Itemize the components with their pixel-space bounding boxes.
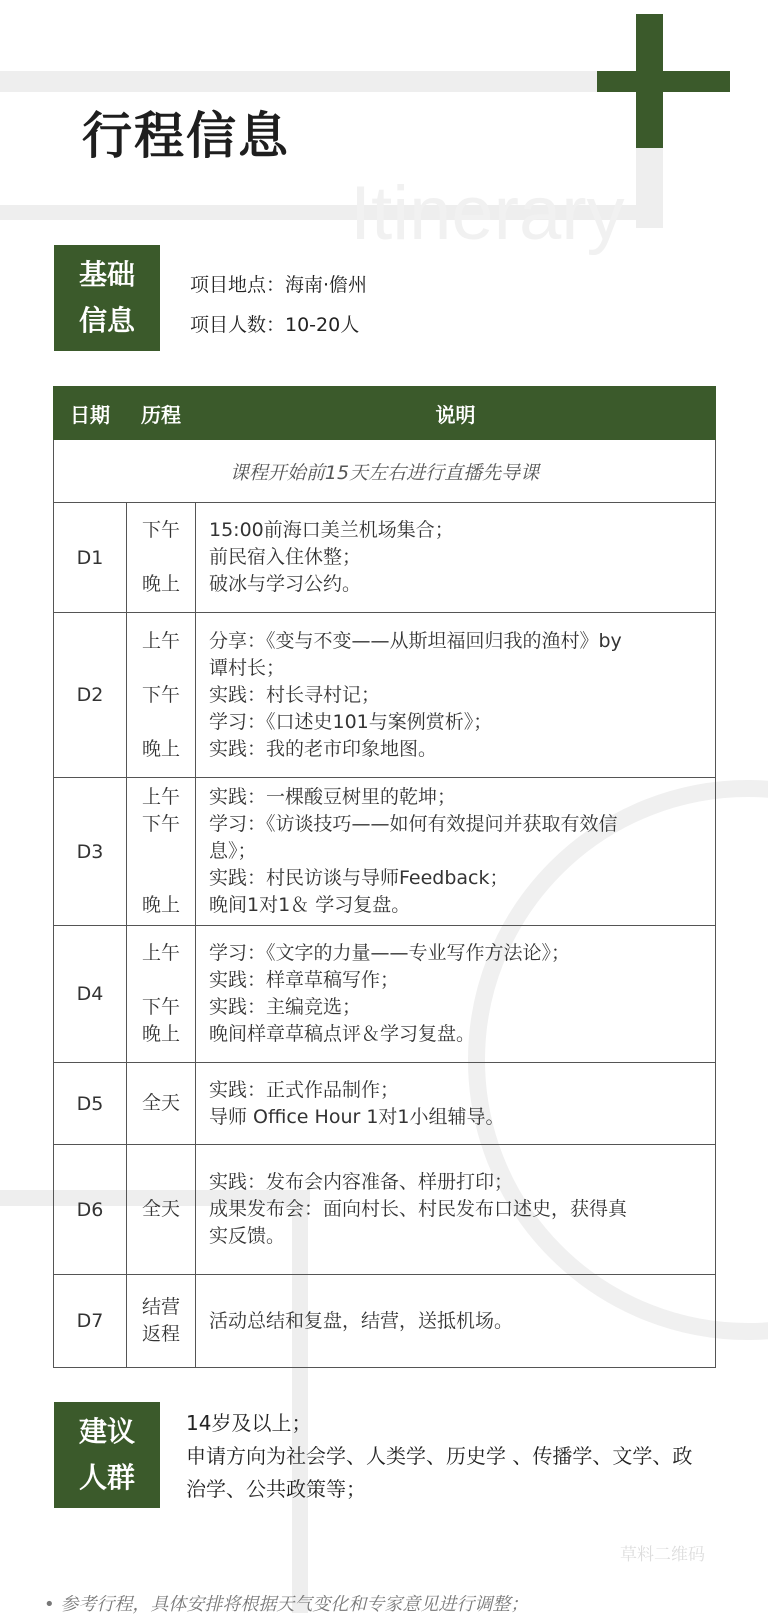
desc-line: 学习：《访谈技巧——如何有效提问并获取有效信 xyxy=(209,813,618,835)
desc-line: 晚间样章草稿点评＆学习复盘。 xyxy=(209,1023,476,1045)
project-size: 项目人数：10-20人 xyxy=(190,314,360,336)
period-d3 xyxy=(127,778,196,926)
header-period: 历程 xyxy=(127,387,196,440)
plus-icon-horizontal xyxy=(597,71,730,92)
period-d1 xyxy=(127,503,196,613)
table-row-d3 xyxy=(54,778,716,926)
desc-line: 实践：村长寻村记； xyxy=(209,683,381,706)
table-row-note xyxy=(54,440,716,503)
period-label: 下午 xyxy=(141,996,180,1018)
basic-info-badge xyxy=(54,245,160,351)
desc-line: 实践：样章草稿写作； xyxy=(209,969,400,991)
table-row-d5 xyxy=(54,1063,716,1145)
desc-d3 xyxy=(196,778,716,926)
desc-line: 分享：《变与不变——从斯坦福回归我的渔村》by xyxy=(209,629,622,652)
period-label: 晚上 xyxy=(141,1023,180,1045)
period-d5 xyxy=(127,1063,196,1145)
audience-badge xyxy=(54,1402,160,1508)
audience-text xyxy=(186,1407,706,1506)
desc-line: 学习：《口述史101与案例赏析》； xyxy=(209,710,493,733)
period-label: 上午 xyxy=(141,786,180,808)
desc-line: 成果发布会：面向村长、村民发布口述史，获得真 xyxy=(209,1198,628,1220)
table-row-d2 xyxy=(54,613,716,778)
desc-line: 15:00前海口美兰机场集合； xyxy=(209,519,454,541)
desc-d2 xyxy=(196,613,716,778)
period-d4 xyxy=(127,926,196,1063)
period-label: 晚上 xyxy=(141,894,180,916)
period-label: 晚上 xyxy=(141,737,180,760)
table-row-d1 xyxy=(54,503,716,613)
desc-d5 xyxy=(196,1063,716,1145)
day-d4: D4 xyxy=(54,926,127,1063)
period-d2 xyxy=(127,613,196,778)
desc-d4 xyxy=(196,926,716,1063)
period-label: 全天 xyxy=(141,1198,180,1220)
period-label: 下午 xyxy=(141,519,180,541)
desc-d7 xyxy=(196,1275,716,1368)
footnote-text: 参考行程，具体安排将根据天气变化和专家意见进行调整； xyxy=(60,1594,529,1615)
desc-line: 导师 Office Hour 1对1小组辅导。 xyxy=(209,1105,505,1128)
day-d2: D2 xyxy=(54,613,127,778)
day-d3: D3 xyxy=(54,778,127,926)
period-d6 xyxy=(127,1145,196,1275)
desc-line: 实践：正式作品制作； xyxy=(209,1078,400,1101)
desc-line: 实践：一棵酸豆树里的乾坤； xyxy=(209,786,457,808)
table-row-d4 xyxy=(54,926,716,1063)
table-row-d6 xyxy=(54,1145,716,1275)
audience-badge-line-2: 人群 xyxy=(78,1461,135,1494)
table-header-row xyxy=(54,387,716,440)
desc-line: 学习：《文字的力量——专业写作方法论》； xyxy=(209,942,571,964)
period-label: 上午 xyxy=(141,942,180,964)
period-label: 结营 xyxy=(141,1296,180,1318)
desc-line: 活动总结和复盘，结营，送抵机场。 xyxy=(209,1309,514,1332)
desc-d1 xyxy=(196,503,716,613)
period-label: 上午 xyxy=(141,629,180,652)
page-title: 行程信息 xyxy=(82,107,290,165)
desc-line: 晚间1对1＆ 学习复盘。 xyxy=(209,894,411,916)
period-label: 返程 xyxy=(141,1323,180,1345)
audience-badge-line-1: 建议 xyxy=(78,1415,135,1448)
basic-info-badge-line-1: 基础 xyxy=(78,258,135,291)
itinerary-table xyxy=(53,386,716,1368)
period-label: 下午 xyxy=(141,813,180,835)
project-location: 项目地点：海南·儋州 xyxy=(190,274,368,296)
desc-line: 实反馈。 xyxy=(209,1225,286,1247)
bullet-icon: • xyxy=(44,1594,61,1615)
itinerary-watermark: Itinerary xyxy=(350,171,625,256)
desc-line: 息》； xyxy=(209,840,257,862)
pre-course-note: 课程开始前15天左右进行直播先导课 xyxy=(54,440,716,503)
period-label: 晚上 xyxy=(141,573,180,595)
qr-watermark: 草料二维码 xyxy=(620,1545,705,1565)
desc-line: 破冰与学习公约。 xyxy=(209,573,362,595)
header-date: 日期 xyxy=(54,387,127,440)
period-d7 xyxy=(127,1275,196,1368)
desc-line: 实践：我的老市印象地图。 xyxy=(209,737,438,760)
basic-info-text xyxy=(190,265,367,345)
audience-age: 14岁及以上； xyxy=(186,1411,312,1435)
desc-line: 实践：村民访谈与导师Feedback； xyxy=(209,867,509,889)
basic-info-badge-line-2: 信息 xyxy=(78,304,135,337)
desc-line: 谭村长； xyxy=(209,656,286,679)
audience-fields: 申请方向为社会学、人类学、历史学 、传播学、文学、政治学、公共政策等； xyxy=(186,1444,693,1501)
footnote xyxy=(44,1590,528,1616)
table-row-d7 xyxy=(54,1275,716,1368)
desc-line: 实践：发布会内容准备、样册打印； xyxy=(209,1171,514,1193)
desc-line: 前民宿入住休整； xyxy=(209,546,362,568)
day-d7: D7 xyxy=(54,1275,127,1368)
header-description: 说明 xyxy=(196,387,716,440)
period-label: 下午 xyxy=(141,683,180,706)
day-d1: D1 xyxy=(54,503,127,613)
desc-d6 xyxy=(196,1145,716,1275)
deco-top-bar xyxy=(0,71,597,92)
day-d5: D5 xyxy=(54,1063,127,1145)
day-d6: D6 xyxy=(54,1145,127,1275)
desc-line: 实践：主编竞选； xyxy=(209,996,362,1018)
period-label: 全天 xyxy=(141,1092,180,1114)
